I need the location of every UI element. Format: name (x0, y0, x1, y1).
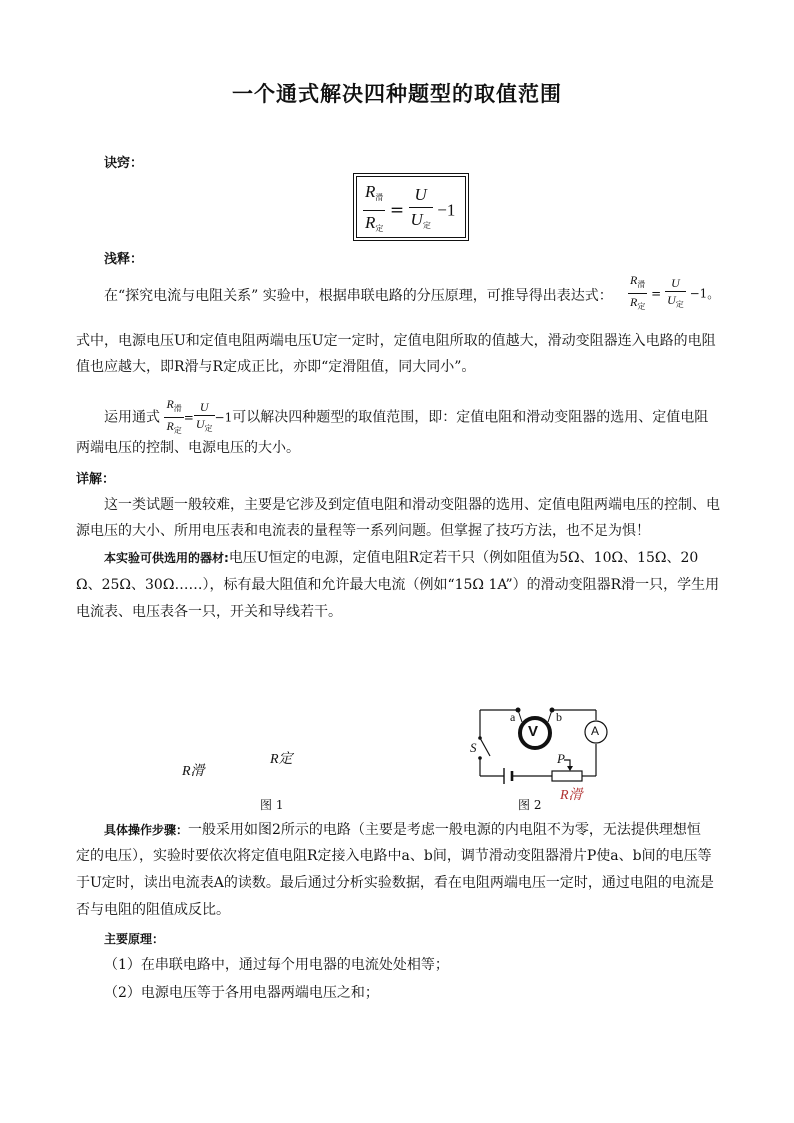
qianshi-line-3: 值也应越大，即R滑与R定成正比，亦即“定滑阻值，同大同小”。 (76, 359, 476, 375)
fig1-r-hua-label: R滑 (182, 764, 205, 779)
fig2-terminal-a: a (510, 710, 516, 724)
xiangjie-line-4: Ω、25Ω、30Ω……），标有最大阻值和允许最大电流（例如“15Ω 1A”）的滑动变阻器R滑一只，学生用 (76, 577, 720, 593)
steps-line-3: 于U定时，读出电流表A的读数。最后通过分析实验数据，看在电阻两端电压一定时，通过电阻的电流是 (76, 875, 714, 891)
fig2-rheostat-label: R滑 (560, 788, 583, 803)
fig2-voltmeter-label: V (528, 723, 539, 740)
main-formula-box (356, 176, 466, 238)
equip-label: 本实验可供选用的器材: (104, 551, 229, 565)
xiangjie-line-1: 这一类试题一般较难，主要是它涉及到定值电阻和滑动变阻器的选用、定值电阻两端电压的控制、电 (104, 497, 720, 513)
qianshi-line-4: 运用通式 $\frac{R_滑}{R_定}$ = $\frac{U}{U_定}$ −1可以解决四种题型的取值范围，即：定值电阻和滑动变阻器的选用、定值电阻 (104, 397, 709, 435)
fig2-slider-label: P (557, 751, 565, 766)
qianshi-line-2: 式中，电源电压U和定值电阻两端电压U定一定时，定值电阻所取的值越大，滑动变阻器连入电路的电阻 (76, 333, 716, 349)
xiangjie-line-2: 源电压的大小、所用电压表和电流表的量程等一系列问题。但掌握了技巧方法，也不足为惧！ (76, 523, 650, 539)
xiangjie-line-5: 电流表、电压表各一只，开关和导线若干。 (76, 604, 342, 620)
fig1-caption: 图 1 (260, 798, 284, 812)
principle-item-1: （1）在串联电路中，通过每个用电器的电流处处相等； (104, 957, 449, 973)
switch-blade (480, 738, 490, 756)
page-title: 一个通式解决四种题型的取值范围 (232, 82, 562, 106)
fig2-circuit-diagram (460, 700, 620, 810)
fig2-caption: 图 2 (518, 798, 542, 812)
xiangjie-heading: 详解： (76, 472, 116, 487)
main-formula: $\frac{R_滑}{R_定}$ = $\frac{U}{U_定}$ −1 (363, 180, 455, 241)
qianshi-heading: 浅释： (104, 252, 144, 267)
qianshi-line-5: 两端电压的控制、电源电压的大小。 (76, 440, 300, 456)
formula-lhs-fraction: $\frac{R_滑}{R_定}$ (365, 182, 384, 233)
rheostat-symbol (552, 771, 582, 781)
koujue-heading: 诀窍： (104, 156, 144, 171)
formula-rhs-fraction: $\frac{U}{U_定}$ (410, 185, 431, 230)
principles-label: 主要原理： (104, 932, 165, 946)
inline-formula-1: $\frac{R_滑}{R_定}$ = $\frac{U}{U_定}$ −1。 (630, 273, 720, 311)
fig2-terminal-b: b (556, 710, 562, 724)
fig2-switch-label: S (470, 740, 477, 755)
principle-item-2: （2）电源电压等于各用电器两端电压之和； (104, 985, 379, 1001)
steps-label: 具体操作步骤： (104, 823, 189, 837)
fig2-ammeter-label: A (591, 724, 600, 738)
steps-line-4: 否与电阻的阻值成反比。 (76, 902, 230, 918)
steps-line-2: 定的电压），实验时要依次将定值电阻R定接入电路中a、b间，调节滑动变阻器滑片P使a、b间的电压等 (76, 848, 712, 864)
qianshi-line-1: 在“探究电流与电阻关系” 实验中，根据串联电路的分压原理，可推导得出表达式： (104, 288, 613, 304)
fig1-r-ding-label: R定 (270, 752, 293, 767)
steps-line-1: 具体操作步骤：一般采用如图2所示的电路（主要是考虑一般电源的内电阻不为零，无法提供理想恒 (104, 822, 701, 838)
xiangjie-line-3: 本实验可供选用的器材:电压U恒定的电源，定值电阻R定若干只（例如阻值为5Ω、10Ω、15Ω、20 (104, 550, 699, 566)
